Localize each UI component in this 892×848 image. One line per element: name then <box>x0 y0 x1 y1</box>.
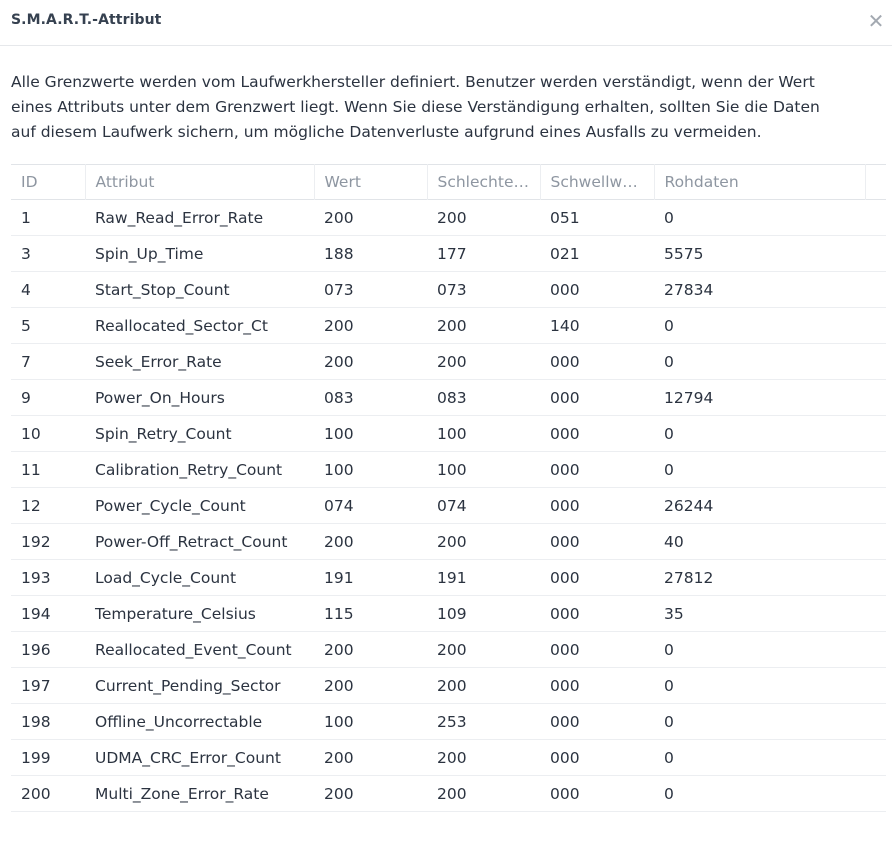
cell-threshold: 000 <box>550 460 580 479</box>
cell-id: 10 <box>21 424 41 443</box>
cell-id: 3 <box>21 244 31 263</box>
cell-attribute: Reallocated_Event_Count <box>95 640 292 659</box>
cell-threshold: 000 <box>550 712 580 731</box>
cell-worst: 100 <box>437 460 467 479</box>
cell-spacer <box>865 668 886 704</box>
table-row[interactable] <box>11 344 886 380</box>
cell-raw-data: 0 <box>664 208 674 227</box>
cell-spacer <box>865 416 886 452</box>
cell-value: 200 <box>324 532 354 551</box>
cell-id: 7 <box>21 352 31 371</box>
cell-id: 193 <box>21 568 51 587</box>
cell-spacer <box>865 200 886 236</box>
cell-worst: 083 <box>437 388 467 407</box>
cell-spacer <box>865 596 886 632</box>
cell-attribute: Spin_Retry_Count <box>95 424 232 443</box>
cell-id: 5 <box>21 316 31 335</box>
cell-attribute: Seek_Error_Rate <box>95 352 222 371</box>
cell-threshold: 000 <box>550 568 580 587</box>
cell-attribute: Calibration_Retry_Count <box>95 460 283 479</box>
cell-attribute: Power_Cycle_Count <box>95 496 246 515</box>
cell-spacer <box>865 704 886 740</box>
column-header-raw-data[interactable]: Rohdaten <box>654 165 865 200</box>
cell-threshold: 021 <box>550 244 580 263</box>
cell-attribute: Load_Cycle_Count <box>95 568 237 587</box>
cell-spacer <box>865 524 886 560</box>
table-row[interactable] <box>11 704 886 740</box>
cell-worst: 200 <box>437 748 467 767</box>
cell-spacer <box>865 488 886 524</box>
column-header-worst[interactable]: Schlechte… <box>427 165 540 200</box>
table-row[interactable] <box>11 308 886 344</box>
cell-id: 200 <box>21 784 51 803</box>
cell-worst: 074 <box>437 496 467 515</box>
cell-raw-data: 40 <box>664 532 684 551</box>
column-header-spacer <box>865 165 886 200</box>
cell-threshold: 000 <box>550 676 580 695</box>
cell-worst: 200 <box>437 316 467 335</box>
table-row[interactable] <box>11 560 886 596</box>
cell-spacer <box>865 776 886 812</box>
cell-id: 199 <box>21 748 51 767</box>
table-row[interactable] <box>11 632 886 668</box>
cell-raw-data: 12794 <box>664 388 714 407</box>
cell-spacer <box>865 560 886 596</box>
cell-spacer <box>865 452 886 488</box>
cell-raw-data: 5575 <box>664 244 704 263</box>
table-row[interactable] <box>11 524 886 560</box>
cell-raw-data: 0 <box>664 676 674 695</box>
cell-value: 200 <box>324 784 354 803</box>
cell-id: 1 <box>21 208 31 227</box>
cell-id: 194 <box>21 604 51 623</box>
cell-raw-data: 0 <box>664 640 674 659</box>
cell-threshold: 140 <box>550 316 580 335</box>
cell-id: 4 <box>21 280 31 299</box>
cell-attribute: Current_Pending_Sector <box>95 676 281 695</box>
cell-value: 074 <box>324 496 354 515</box>
column-header-threshold[interactable]: Schwellw… <box>540 165 654 200</box>
cell-worst: 200 <box>437 532 467 551</box>
cell-value: 100 <box>324 712 354 731</box>
cell-worst: 073 <box>437 280 467 299</box>
cell-worst: 109 <box>437 604 467 623</box>
cell-threshold: 000 <box>550 604 580 623</box>
cell-spacer <box>865 344 886 380</box>
cell-threshold: 000 <box>550 532 580 551</box>
cell-threshold: 000 <box>550 280 580 299</box>
column-header-value[interactable]: Wert <box>314 165 427 200</box>
cell-id: 196 <box>21 640 51 659</box>
cell-worst: 200 <box>437 676 467 695</box>
cell-raw-data: 35 <box>664 604 684 623</box>
cell-id: 12 <box>21 496 41 515</box>
cell-spacer <box>865 632 886 668</box>
cell-threshold: 000 <box>550 388 580 407</box>
cell-attribute: Multi_Zone_Error_Rate <box>95 784 269 803</box>
cell-worst: 200 <box>437 208 467 227</box>
cell-value: 083 <box>324 388 354 407</box>
column-header-attribute[interactable]: Attribut <box>85 165 314 200</box>
cell-id: 9 <box>21 388 31 407</box>
cell-raw-data: 0 <box>664 712 674 731</box>
close-icon[interactable]: ✕ <box>867 9 885 33</box>
cell-spacer <box>865 380 886 416</box>
cell-value: 200 <box>324 676 354 695</box>
table-row[interactable] <box>11 596 886 632</box>
cell-worst: 191 <box>437 568 467 587</box>
cell-spacer <box>865 272 886 308</box>
cell-worst: 200 <box>437 640 467 659</box>
cell-threshold: 000 <box>550 784 580 803</box>
cell-attribute: Temperature_Celsius <box>95 604 256 623</box>
cell-value: 200 <box>324 748 354 767</box>
cell-value: 200 <box>324 208 354 227</box>
column-header-id[interactable]: ID <box>11 165 85 200</box>
cell-attribute: Reallocated_Sector_Ct <box>95 316 268 335</box>
cell-spacer <box>865 236 886 272</box>
table-row[interactable] <box>11 416 886 452</box>
description-line: Alle Grenzwerte werden vom Laufwerkhersteller definiert. Benutzer werden verständigt, wenn der Wert <box>11 73 815 91</box>
cell-attribute: UDMA_CRC_Error_Count <box>95 748 281 767</box>
cell-id: 198 <box>21 712 51 731</box>
cell-raw-data: 0 <box>664 316 674 335</box>
cell-raw-data: 0 <box>664 748 674 767</box>
table-row[interactable] <box>11 776 886 812</box>
cell-threshold: 000 <box>550 748 580 767</box>
cell-worst: 200 <box>437 784 467 803</box>
table-row[interactable] <box>11 668 886 704</box>
cell-threshold: 000 <box>550 496 580 515</box>
cell-raw-data: 0 <box>664 424 674 443</box>
description-text <box>11 70 883 145</box>
description-line: auf diesem Laufwerk sichern, um mögliche Datenverluste aufgrund eines Ausfalls zu vermeiden. <box>11 123 762 141</box>
cell-attribute: Raw_Read_Error_Rate <box>95 208 264 227</box>
cell-value: 188 <box>324 244 354 263</box>
cell-raw-data: 0 <box>664 460 674 479</box>
table-row[interactable] <box>11 488 886 524</box>
cell-raw-data: 0 <box>664 784 674 803</box>
cell-raw-data: 26244 <box>664 496 714 515</box>
cell-worst: 177 <box>437 244 467 263</box>
cell-value: 100 <box>324 460 354 479</box>
cell-attribute: Power-Off_Retract_Count <box>95 532 288 551</box>
dialog-title: S.M.A.R.T.-Attribut <box>11 12 162 28</box>
cell-value: 100 <box>324 424 354 443</box>
cell-spacer <box>865 740 886 776</box>
table-row[interactable] <box>11 236 886 272</box>
table-row[interactable] <box>11 272 886 308</box>
table-row[interactable] <box>11 200 886 236</box>
cell-threshold: 000 <box>550 640 580 659</box>
cell-value: 073 <box>324 280 354 299</box>
cell-id: 11 <box>21 460 41 479</box>
table-row[interactable] <box>11 452 886 488</box>
dialog-header <box>0 0 892 46</box>
cell-worst: 253 <box>437 712 467 731</box>
cell-threshold: 000 <box>550 424 580 443</box>
cell-threshold: 000 <box>550 352 580 371</box>
table-header-row <box>11 165 886 200</box>
cell-worst: 200 <box>437 352 467 371</box>
cell-attribute: Start_Stop_Count <box>95 280 230 299</box>
table-row[interactable] <box>11 380 886 416</box>
cell-id: 192 <box>21 532 51 551</box>
smart-attributes-table <box>11 164 886 812</box>
cell-value: 200 <box>324 316 354 335</box>
description-line: eines Attributs unter dem Grenzwert liegt. Wenn Sie diese Verständigung erhalten, sollten Sie die Daten <box>11 98 820 116</box>
cell-value: 200 <box>324 640 354 659</box>
table-row[interactable] <box>11 740 886 776</box>
cell-raw-data: 27812 <box>664 568 714 587</box>
cell-value: 115 <box>324 604 354 623</box>
cell-threshold: 051 <box>550 208 580 227</box>
cell-spacer <box>865 308 886 344</box>
cell-value: 200 <box>324 352 354 371</box>
cell-id: 197 <box>21 676 51 695</box>
cell-worst: 100 <box>437 424 467 443</box>
cell-attribute: Power_On_Hours <box>95 388 225 407</box>
cell-raw-data: 27834 <box>664 280 714 299</box>
cell-raw-data: 0 <box>664 352 674 371</box>
cell-attribute: Offline_Uncorrectable <box>95 712 263 731</box>
cell-value: 191 <box>324 568 354 587</box>
cell-attribute: Spin_Up_Time <box>95 244 204 263</box>
